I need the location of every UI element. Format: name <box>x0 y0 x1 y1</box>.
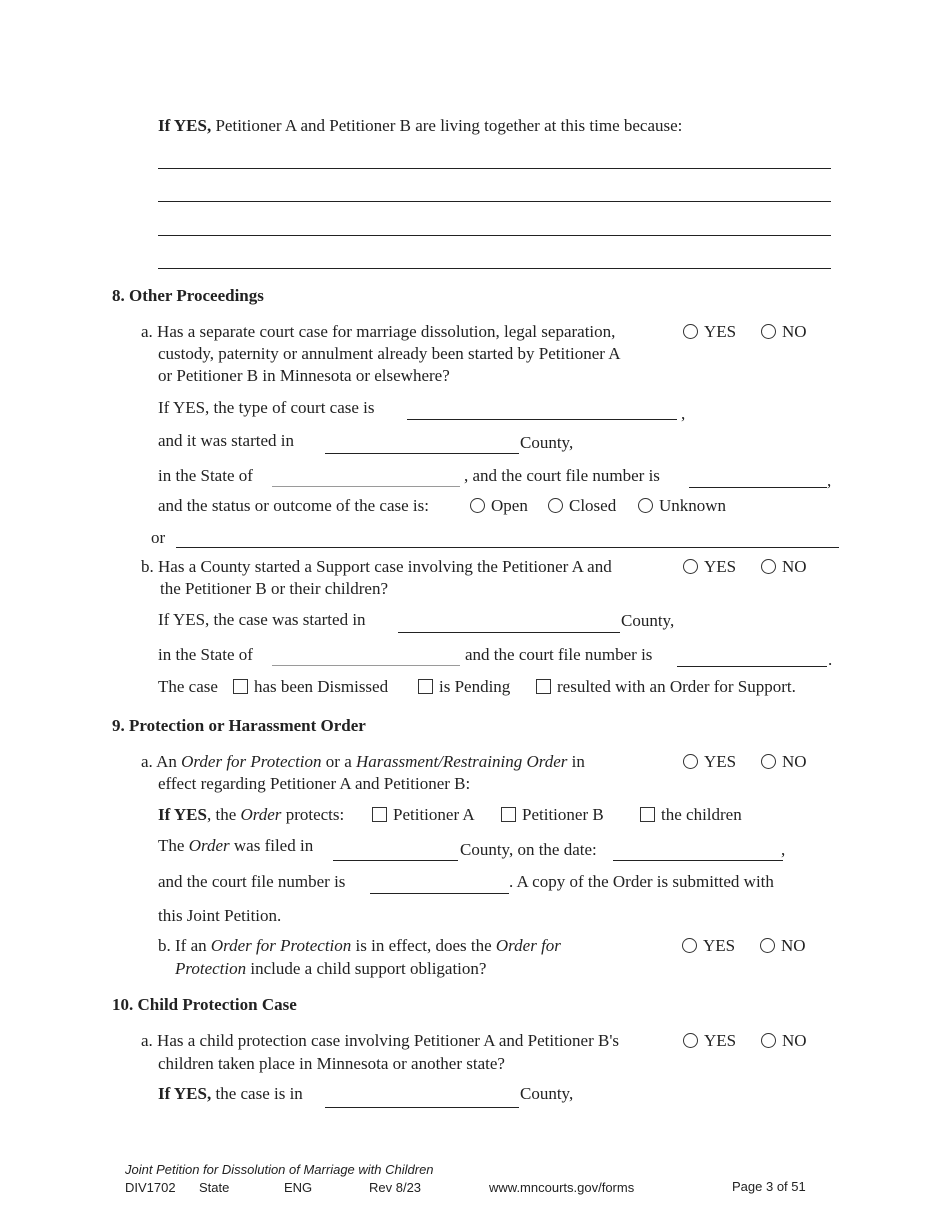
started-in-label: and it was started in <box>158 431 294 450</box>
state-of-label: in the State of <box>158 466 253 485</box>
order-county-date-label: County, on the date: <box>460 840 597 859</box>
protects-word: protects: <box>285 805 345 824</box>
section-8-heading: 8. Other Proceedings <box>112 286 264 305</box>
order-file-number-label: and the court file number is <box>158 872 346 891</box>
status-open-option[interactable] <box>470 496 528 516</box>
status-closed-label: Closed <box>569 496 617 515</box>
q9a-yes-radio[interactable] <box>683 754 698 769</box>
footer-form-title: Joint Petition for Dissolution of Marriage with Children <box>125 1162 434 1177</box>
q8a-no-radio[interactable] <box>761 324 776 339</box>
support-file-number-label: and the court file number is <box>465 645 653 664</box>
footer-state: State <box>199 1180 230 1195</box>
q10a-yes-radio[interactable] <box>683 1033 698 1048</box>
if-yes-label: If YES, <box>158 1084 212 1103</box>
q9b-mid: is in effect, does the <box>355 936 492 955</box>
section-9-heading: 9. Protection or Harassment Order <box>112 716 366 735</box>
protects-children-option[interactable] <box>640 805 742 825</box>
q8b-line-1: b. Has a County started a Support case involving the Petitioner A and <box>141 557 612 576</box>
q9a-no-option[interactable] <box>761 752 807 772</box>
q9b-no-option[interactable] <box>760 936 806 956</box>
status-unknown-label: Unknown <box>659 496 727 515</box>
living-reason-line-2[interactable] <box>158 201 831 202</box>
child-protection-county-label: County, <box>520 1084 574 1103</box>
harassment-order-term: Harassment/Restraining Order <box>356 752 568 771</box>
case-in-text: the case is in <box>215 1084 303 1103</box>
protects-petitioner-b-checkbox[interactable] <box>501 807 516 822</box>
no-label: NO <box>782 1031 807 1050</box>
living-reason-line-4[interactable] <box>158 268 831 269</box>
footer-page-number: Page 3 of 51 <box>732 1179 806 1194</box>
case-status-label: and the status or outcome of the case is: <box>158 496 429 515</box>
protects-petitioner-a-checkbox[interactable] <box>372 807 387 822</box>
support-state-field[interactable] <box>272 665 460 666</box>
q8b-line-2: the Petitioner B or their children? <box>160 579 389 598</box>
protects-petitioner-b-option[interactable] <box>501 805 604 825</box>
status-open-radio[interactable] <box>470 498 485 513</box>
footer-url[interactable]: www.mncourts.gov/forms <box>489 1180 635 1195</box>
q9b-line-2 <box>175 959 486 979</box>
court-file-number-label: , and the court file number is <box>464 466 660 485</box>
q9a-no-radio[interactable] <box>761 754 776 769</box>
status-closed-radio[interactable] <box>548 498 563 513</box>
petitioner-b-label: Petitioner B <box>522 805 604 824</box>
no-label: NO <box>781 936 806 955</box>
q8a-no-option[interactable] <box>761 322 807 342</box>
q9a-line-2: effect regarding Petitioner A and Petitioner B: <box>158 774 471 793</box>
case-type-field[interactable] <box>407 419 677 420</box>
q8b-no-radio[interactable] <box>761 559 776 574</box>
section-10-heading: 10. Child Protection Case <box>112 995 297 1014</box>
q8a-line-1: a. Has a separate court case for marriage dissolution, legal separation, <box>141 322 616 341</box>
joint-petition-label: this Joint Petition. <box>158 906 282 925</box>
q9a-prefix: a. An <box>141 752 177 771</box>
case-order-option[interactable] <box>536 677 796 697</box>
yes-label: YES <box>703 936 736 955</box>
q8a-yes-option[interactable] <box>683 322 736 342</box>
or-label: or <box>151 528 166 547</box>
living-together-text: Petitioner A and Petitioner B are living together at this time because: <box>215 116 683 135</box>
case-type-label: If YES, the type of court case is <box>158 398 375 417</box>
q9b-rest: include a child support obligation? <box>250 959 487 978</box>
filed-was: was filed in <box>233 836 314 855</box>
order-copy-label: . A copy of the Order is submitted with <box>509 872 774 891</box>
order-date-comma: , <box>781 840 786 859</box>
case-dismissed-label: has been Dismissed <box>254 677 389 696</box>
q8a-yes-radio[interactable] <box>683 324 698 339</box>
case-pending-option[interactable] <box>418 677 510 697</box>
footer-form-id: DIV1702 <box>125 1180 176 1195</box>
order-for-protection-term: Order for Protection <box>181 752 322 771</box>
no-label: NO <box>782 557 807 576</box>
q9b-yes-radio[interactable] <box>682 938 697 953</box>
case-type-comma: , <box>681 404 686 423</box>
order-county-field[interactable] <box>333 860 458 861</box>
if-yes-label: If YES, <box>158 116 212 135</box>
q9b-yes-option[interactable] <box>682 936 735 956</box>
petitioner-a-label: Petitioner A <box>393 805 475 824</box>
case-pending-checkbox[interactable] <box>418 679 433 694</box>
order-file-number-field[interactable] <box>370 893 509 894</box>
living-reason-line-3[interactable] <box>158 235 831 236</box>
status-closed-option[interactable] <box>548 496 616 516</box>
case-dismissed-option[interactable] <box>233 677 388 697</box>
started-county-field[interactable] <box>325 453 519 454</box>
yes-label: YES <box>704 1031 737 1050</box>
q10a-line-2: children taken place in Minnesota or another state? <box>158 1054 505 1073</box>
q10a-no-radio[interactable] <box>761 1033 776 1048</box>
protects-petitioner-a-option[interactable] <box>372 805 475 825</box>
support-county-field[interactable] <box>398 632 620 633</box>
yes-label: YES <box>704 322 737 341</box>
court-file-number-field[interactable] <box>689 487 827 488</box>
q8a-line-2: custody, paternity or annulment already been started by Petitioner A <box>158 344 621 363</box>
support-county-label: County, <box>621 611 675 630</box>
order-for-term: Order for <box>495 936 561 955</box>
q8b-no-option[interactable] <box>761 557 807 577</box>
protects-the: , the <box>206 805 237 824</box>
order-date-field[interactable] <box>613 860 783 861</box>
no-label: NO <box>782 322 807 341</box>
q9a-or: or a <box>325 752 352 771</box>
q9a-line-1 <box>141 752 585 772</box>
case-order-checkbox[interactable] <box>536 679 551 694</box>
q10a-no-option[interactable] <box>761 1031 807 1051</box>
footer-language: ENG <box>284 1180 313 1195</box>
child-protection-county-field[interactable] <box>325 1107 519 1108</box>
case-dismissed-checkbox[interactable] <box>233 679 248 694</box>
filed-the: The <box>158 836 185 855</box>
no-label: NO <box>782 752 807 771</box>
if-yes-label: If YES <box>158 805 207 824</box>
q8a-line-3: or Petitioner B in Minnesota or elsewhere? <box>158 366 450 385</box>
status-unknown-option[interactable] <box>638 496 726 516</box>
state-field[interactable] <box>272 486 460 487</box>
support-state-label: in the State of <box>158 645 253 664</box>
yes-label: YES <box>704 752 737 771</box>
county-label: County, <box>520 433 574 452</box>
living-together-statement <box>158 116 682 136</box>
file-number-comma: , <box>827 471 832 490</box>
support-case-label: The case <box>158 677 218 696</box>
support-started-label: If YES, the case was started in <box>158 610 366 629</box>
order-protects-label <box>158 805 344 825</box>
order-filed-label <box>158 836 313 856</box>
status-other-field[interactable] <box>176 547 839 548</box>
q9b-line-1 <box>158 936 561 956</box>
children-label: the children <box>661 805 742 824</box>
q10a-yes-option[interactable] <box>683 1031 736 1051</box>
order-term: Order <box>188 836 230 855</box>
support-file-number-field[interactable] <box>677 666 827 667</box>
q10a-line-1: a. Has a child protection case involving Petitioner A and Petitioner B's <box>141 1031 620 1050</box>
living-reason-line-1[interactable] <box>158 168 831 169</box>
footer-revision: Rev 8/23 <box>369 1180 422 1195</box>
order-for-protection-term: Order for Protection <box>210 936 352 955</box>
q8b-yes-radio[interactable] <box>683 559 698 574</box>
q9b-prefix: b. If an <box>158 936 207 955</box>
q8b-yes-option[interactable] <box>683 557 736 577</box>
case-pending-label: is Pending <box>439 677 511 696</box>
child-protection-case-in-label <box>158 1084 303 1104</box>
protects-children-checkbox[interactable] <box>640 807 655 822</box>
protection-term: Protection <box>175 959 247 978</box>
status-unknown-radio[interactable] <box>638 498 653 513</box>
order-term: Order <box>240 805 282 824</box>
yes-label: YES <box>704 557 737 576</box>
q9a-in: in <box>571 752 585 771</box>
support-file-period: . <box>828 650 833 669</box>
q9b-no-radio[interactable] <box>760 938 775 953</box>
case-order-label: resulted with an Order for Support. <box>557 677 796 696</box>
status-open-label: Open <box>491 496 528 515</box>
q9a-yes-option[interactable] <box>683 752 736 772</box>
